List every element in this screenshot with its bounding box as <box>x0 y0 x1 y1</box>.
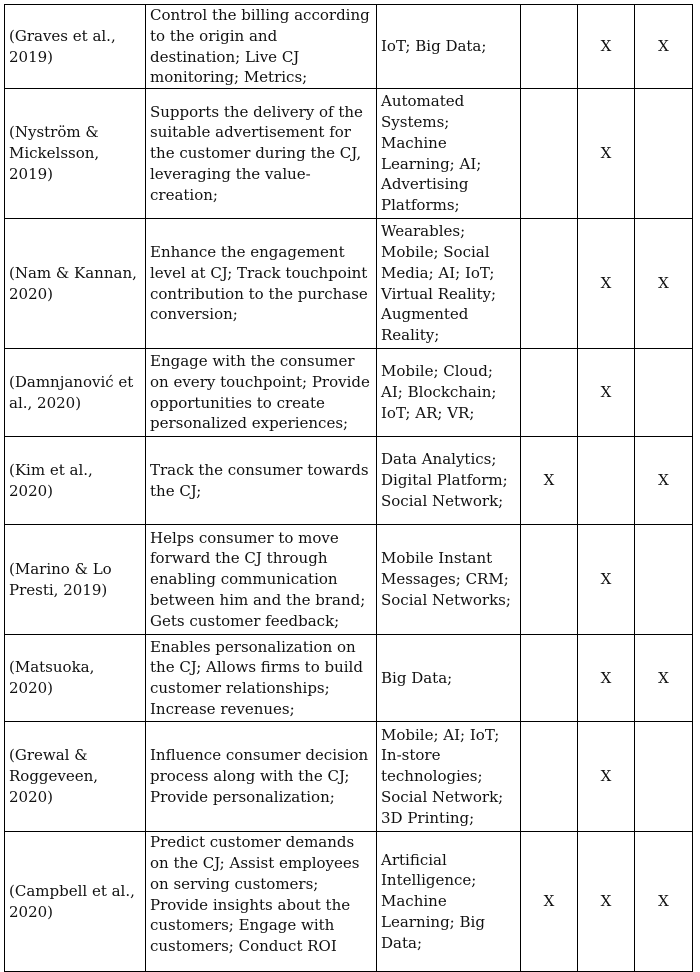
mark-cell-2: X <box>578 349 635 437</box>
table-row <box>5 437 693 525</box>
table-row <box>5 525 693 635</box>
technology-cell: Mobile Instant Messages; CRM; Social Networks; <box>377 525 521 635</box>
mark-cell-1 <box>521 349 578 437</box>
mark-cell-3: X <box>635 219 693 349</box>
mark-cell-1 <box>521 525 578 635</box>
mark-cell-1: X <box>521 832 578 972</box>
description-cell: Track the consumer towards the CJ; <box>146 437 377 525</box>
reference-cell: (Graves et al., 2019) <box>5 5 146 89</box>
reference-cell: (Matsuoka, 2020) <box>5 635 146 722</box>
table-row <box>5 832 693 972</box>
mark-cell-3: X <box>635 437 693 525</box>
reference-cell: (Damnjanović et al., 2020) <box>5 349 146 437</box>
mark-cell-3: X <box>635 832 693 972</box>
table-row <box>5 635 693 722</box>
reference-cell: (Marino & Lo Presti, 2019) <box>5 525 146 635</box>
reference-cell: (Campbell et al., 2020) <box>5 832 146 972</box>
table-row <box>5 219 693 349</box>
description-cell: Predict customer demands on the CJ; Assist employees on serving customers; Provide insights about the customers; Engage with customers; Conduct ROI <box>146 832 377 972</box>
mark-cell-2: X <box>578 722 635 832</box>
mark-cell-2: X <box>578 525 635 635</box>
mark-cell-1 <box>521 635 578 722</box>
mark-cell-2: X <box>578 89 635 219</box>
mark-cell-2: X <box>578 219 635 349</box>
technology-cell: Mobile; AI; IoT; In-store technologies; Social Network; 3D Printing; <box>377 722 521 832</box>
description-cell: Helps consumer to move forward the CJ through enabling communication between him and the brand; Gets customer feedback; <box>146 525 377 635</box>
technology-cell: Big Data; <box>377 635 521 722</box>
technology-cell: Automated Systems; Machine Learning; AI; Advertising Platforms; <box>377 89 521 219</box>
reference-cell: (Grewal & Roggeveen, 2020) <box>5 722 146 832</box>
description-cell: Engage with the consumer on every touchpoint; Provide opportunities to create personalized experiences; <box>146 349 377 437</box>
technology-cell: Mobile; Cloud; AI; Blockchain; IoT; AR; VR; <box>377 349 521 437</box>
mark-cell-3 <box>635 89 693 219</box>
table-row <box>5 5 693 89</box>
mark-cell-3 <box>635 722 693 832</box>
description-cell: Enables personalization on the CJ; Allows firms to build customer relationships; Increase revenues; <box>146 635 377 722</box>
table-row <box>5 722 693 832</box>
mark-cell-1 <box>521 722 578 832</box>
reference-cell: (Kim et al., 2020) <box>5 437 146 525</box>
mark-cell-1 <box>521 89 578 219</box>
mark-cell-2: X <box>578 832 635 972</box>
reference-cell: (Nam & Kannan, 2020) <box>5 219 146 349</box>
table-row <box>5 349 693 437</box>
mark-cell-3: X <box>635 5 693 89</box>
mark-cell-2: X <box>578 5 635 89</box>
table-row <box>5 89 693 219</box>
mark-cell-3 <box>635 349 693 437</box>
mark-cell-2 <box>578 437 635 525</box>
technology-cell: IoT; Big Data; <box>377 5 521 89</box>
description-cell: Influence consumer decision process along with the CJ; Provide personalization; <box>146 722 377 832</box>
technology-cell: Wearables; Mobile; Social Media; AI; IoT; Virtual Reality; Augmented Reality; <box>377 219 521 349</box>
literature-table <box>4 4 693 972</box>
mark-cell-2: X <box>578 635 635 722</box>
mark-cell-1 <box>521 5 578 89</box>
reference-cell: (Nyström & Mickelsson, 2019) <box>5 89 146 219</box>
mark-cell-3 <box>635 525 693 635</box>
description-cell: Enhance the engagement level at CJ; Track touchpoint contribution to the purchase conversion; <box>146 219 377 349</box>
mark-cell-1: X <box>521 437 578 525</box>
mark-cell-1 <box>521 219 578 349</box>
description-cell: Control the billing according to the origin and destination; Live CJ monitoring; Metrics; <box>146 5 377 89</box>
description-cell: Supports the delivery of the suitable advertisement for the customer during the CJ, leveraging the value-creation; <box>146 89 377 219</box>
technology-cell: Data Analytics; Digital Platform; Social Network; <box>377 437 521 525</box>
mark-cell-3: X <box>635 635 693 722</box>
technology-cell: Artificial Intelligence; Machine Learning; Big Data; <box>377 832 521 972</box>
